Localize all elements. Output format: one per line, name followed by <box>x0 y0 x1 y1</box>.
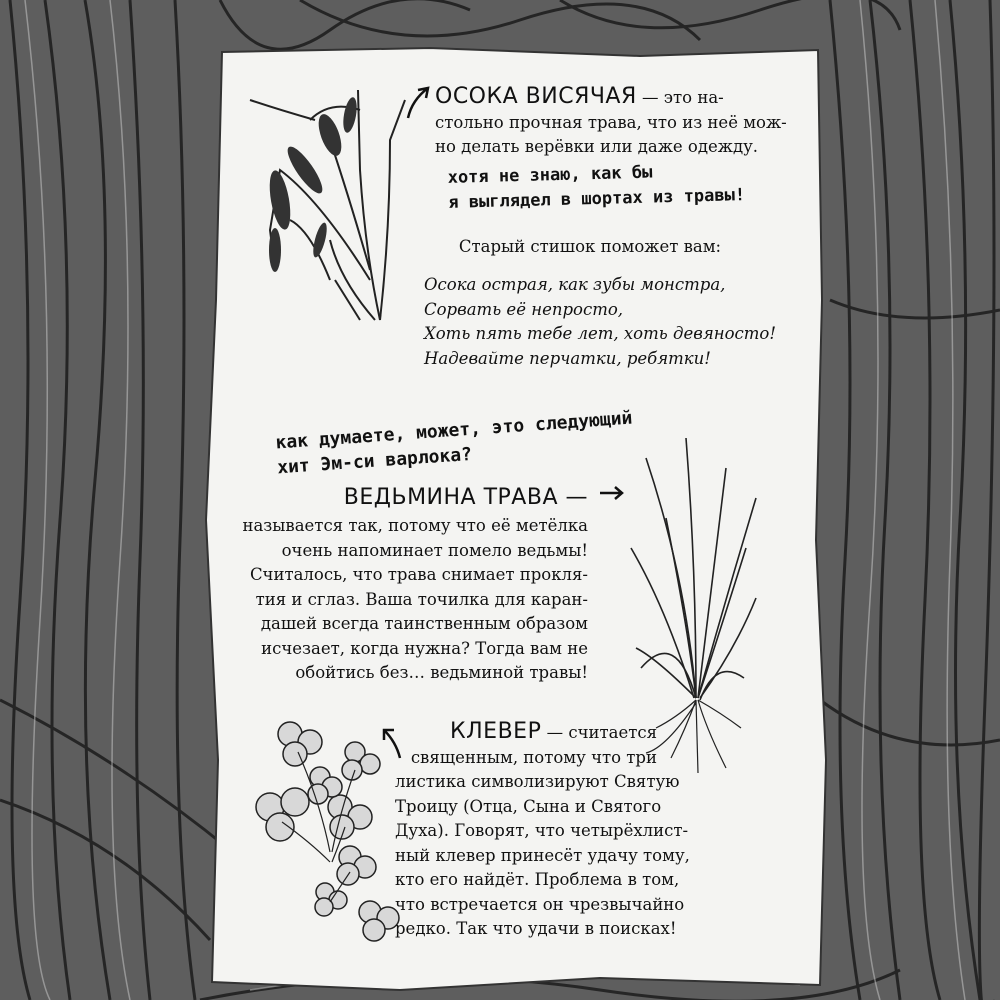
verse-intro: Старый стишок поможет вам: <box>458 237 722 256</box>
arrow-icon <box>400 82 434 122</box>
witchgrass-title: ВЕДЬМИНА ТРАВА — <box>343 485 588 510</box>
sedge-description: ОСОКА ВИСЯЧАЯ — это на- стольно прочная трава, что из неё мож- но делать верёвки или даже одежду. <box>435 84 787 156</box>
clover-description: КЛЕВЕР — считается священным, потому что три листика символизируют Святую Троицу (Отца, Сына и Святого Духа). Говорят, что четырёхлист- ный клевер принесёт удачу тому, кто его найдёт. Проблема в том, что встречается он чрезвычайно редко. Так что удачи в поисках! <box>395 719 690 938</box>
arrow-icon <box>598 484 626 502</box>
sedge-title: ОСОКА ВИСЯЧАЯ <box>435 84 637 109</box>
witchgrass-description: ВЕДЬМИНА ТРАВА — называется так, потому что её метёлка очень напоминает помело ведьмы! Считалось, что трава снимает прокля- тия и сглаз. Ваша точилка для каран- дашей всегда таинственным образом исчезает, когда нужна? Тогда вам не обойтись без… ведьминой травы! <box>240 482 588 686</box>
sedge-handwritten-note: хотя не знаю, как бы я выглядел в шортах из травы! <box>447 162 746 213</box>
clover-title: КЛЕВЕР <box>450 719 542 744</box>
sedge-verse: Осока острая, как зубы монстра, Сорвать её непросто, Хоть пять тебе лет, хоть девяносто! Надевайте перчатки, ребятки! <box>424 275 776 368</box>
warlock-handwritten-note: как думаете, может, это следующий хит Эм-си варлока? <box>274 407 634 479</box>
